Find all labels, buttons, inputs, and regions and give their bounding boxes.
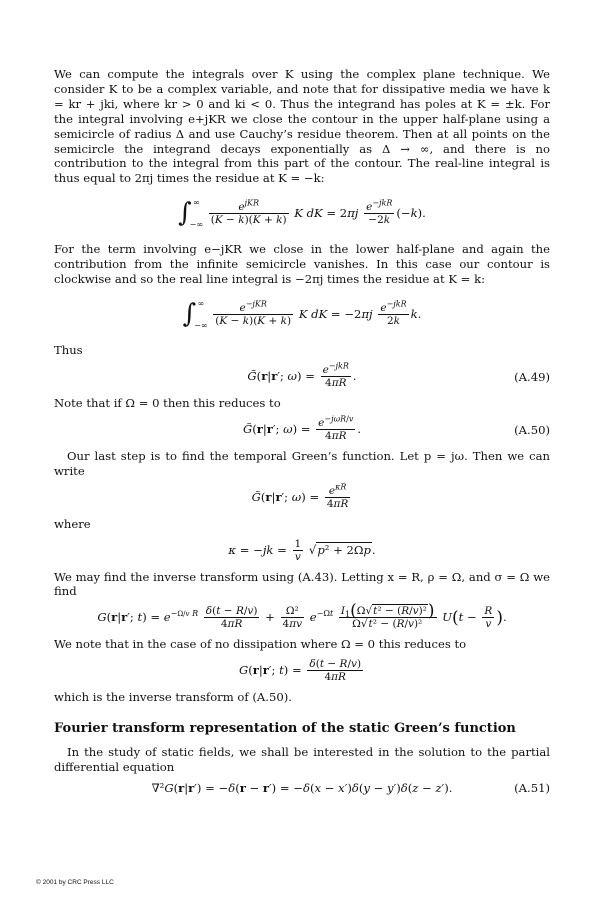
paragraph-no-dissipation: We note that in the case of no dissipation where Ω = 0 this reduces to xyxy=(54,637,467,652)
paragraph-inverse: We may find the inverse transform using (A.43). Letting x = R, ρ = Ω, and σ = Ω we find xyxy=(54,569,550,599)
equation-lossless: G(r|r′; t) = $\frac{\delta(t - R/v)}{4\pi R}$ xyxy=(238,658,362,684)
equation-a49: G̃(r|r′; ω) = $\frac{e^{-jkR}}{4\pi R}$ . (A.49) xyxy=(247,361,550,389)
section-heading: Fourier transform representation of the static Green’s function xyxy=(54,721,516,737)
paragraph-lower-contour: For the term involving e−jKR we close in the lower half-plane and again the contribution from the infinite semicircle vanishes. In this case our contour is clockwise and so the real line integral is −2πj times the residue at K = k: xyxy=(54,242,550,287)
paragraph-inverse-of: which is the inverse transform of (A.50). xyxy=(54,690,292,705)
paragraph-thus: Thus xyxy=(54,342,83,357)
equation-number: (A.50) xyxy=(514,422,550,437)
equation-a50: G̃(r|r′; ω) = $\frac{e^{-j\omega R/v}}{4\pi R}$ . (A.50) xyxy=(242,414,550,442)
paragraph-temporal: Our last step is to find the temporal Green’s function. Let p = jω. Then we can write xyxy=(54,448,550,478)
equation-upper-contour: ∫ ∞ −∞ $\frac{e^{jKR}}{(K - k)(K + k)}$ K dK = 2πj $\frac{e^{-jkR}}{-2k}$ (−k). xyxy=(178,198,426,230)
equation-a51: ∇²G(r|r′) = −δ(r − r′) = −δ(x − x′)δ(y − y′)δ(z − z′). (A.51) xyxy=(151,780,550,795)
equation-kappa-form: G̃(r|r′; ω) = $\frac{e^{\kappa R}}{4\pi R}$ xyxy=(251,482,349,510)
equation-time-domain: G(r|r′; $t) = e^{-\Omega/v R}$ $\frac{\delta(t - R/v)}{4\pi R}$ + $\frac{\text{Ω²}}{4\pi v}$ $e^{-\Omega t}$ $\frac{I_1(\Omega√t^2 - (R/v)^2)}{\text{Ω√t² − (R/v)²}}$ U(t − $\frac{R}{v}$ ). xyxy=(97,601,507,631)
paragraph-static: In the study of static fields, we shall be interested in the solution to the partial differential equation xyxy=(54,745,550,775)
page-body xyxy=(54,67,550,801)
equation-number: (A.49) xyxy=(514,369,550,384)
copyright-footer: © 2001 by CRC Press LLC xyxy=(36,879,114,886)
equation-lower-contour: ∫ ∞ −∞ $\frac{e^{-jKR}}{(K - k)(K + k)}$ K dK = −2πj $\frac{e^{-jkR}}{2k}$ k. xyxy=(182,298,422,330)
paragraph-contour-intro: We can compute the integrals over K using the complex plane technique. We consider K to be a complex variable, and note that for dissipative media we have k = kr + jki, where kr > 0 and ki < 0. Thus the integrand has poles at K = ±k. For the integral involving e+jKR we close the contour in the upper half-plane using a semicircle of radius Δ and use Cauchy’s residue theorem. Then at all points on the semicircle the integrand decays exponentially as Δ → ∞, and there is no contribution to the integral from this part of the contour. The real-line integral is thus equal to 2πj times the residue at K = −k: xyxy=(54,67,550,186)
equation-kappa: κ = −jk = $\frac{1}{v}$ √p² + 2Ωp. xyxy=(228,537,376,563)
paragraph-where: where xyxy=(54,516,91,531)
paragraph-note: Note that if Ω = 0 then this reduces to xyxy=(54,395,281,410)
equation-number: (A.51) xyxy=(514,780,550,795)
